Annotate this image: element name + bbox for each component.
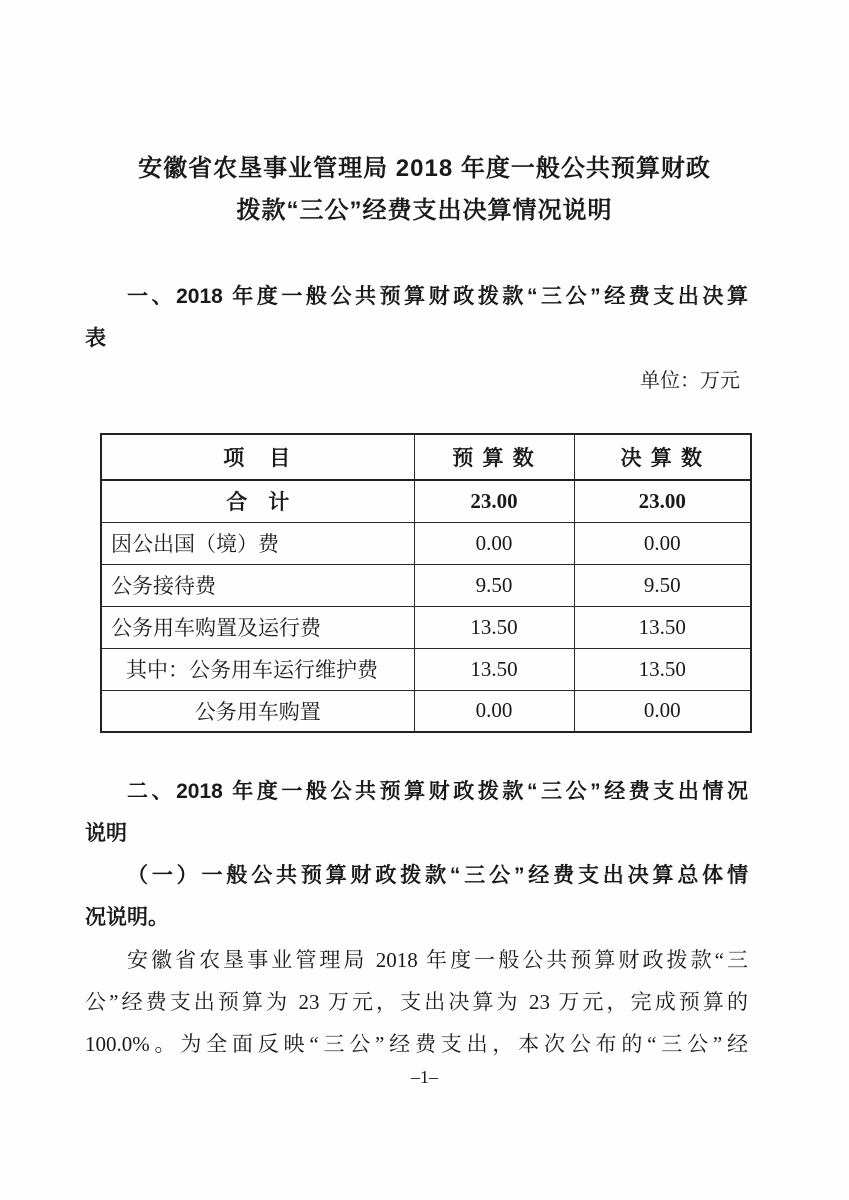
section1-heading-line-2: 表 (85, 327, 106, 350)
paragraph-line-3: 100.0%。为全面反映“三公”经费支出，本次公布的“三公”经 (85, 1032, 748, 1056)
row-label: 因公出国（境）费 (101, 522, 414, 564)
table-header-budget: 预 算 数 (414, 434, 574, 480)
document-title-line-2: 拨款“三公”经费支出决算情况说明 (236, 197, 613, 224)
row-label: 其中：公务用车运行维护费 (101, 648, 414, 690)
final-value: 23.00 (574, 480, 751, 522)
table-header-row (101, 434, 751, 480)
row-label: 合 计 (101, 480, 414, 522)
final-value: 0.00 (574, 522, 751, 564)
subsection1-heading-line-2: 况说明。 (85, 906, 169, 929)
page-number: –1– (411, 1067, 438, 1087)
table-row-vehicle-purchase (101, 690, 751, 732)
section2-heading-line-1: 二、2018 年度一般公共预算财政拨款“三公”经费支出情况 (127, 780, 748, 803)
paragraph-line-2: 公”经费支出预算为 23 万元，支出决算为 23 万元，完成预算的 (85, 990, 748, 1014)
document-title-line-1: 安徽省农垦事业管理局 2018 年度一般公共预算财政 (138, 155, 711, 182)
table-header-item: 项 目 (101, 434, 414, 480)
paragraph-line-1: 安徽省农垦事业管理局 2018 年度一般公共预算财政拨款“三 (127, 948, 748, 972)
document-body (85, 276, 748, 1065)
subsection1-heading-line-1: （一）一般公共预算财政拨款“三公”经费支出决算总体情 (127, 864, 748, 887)
table-header-final: 决 算 数 (574, 434, 751, 480)
table-row-total (101, 480, 751, 522)
table-row-reception (101, 564, 751, 606)
unit-label: 单位：万元 (640, 370, 740, 392)
budget-value: 0.00 (414, 522, 574, 564)
budget-value: 0.00 (414, 690, 574, 732)
budget-value: 13.50 (414, 606, 574, 648)
budget-value: 23.00 (414, 480, 574, 522)
final-value: 0.00 (574, 690, 751, 732)
budget-table (100, 433, 752, 733)
row-label: 公务接待费 (101, 564, 414, 606)
final-value: 13.50 (574, 606, 751, 648)
section2-heading-line-2: 说明 (85, 822, 127, 845)
row-label: 公务用车购置及运行费 (101, 606, 414, 648)
table-row-vehicle-maintenance (101, 648, 751, 690)
budget-value: 9.50 (414, 564, 574, 606)
table-row-vehicle-total (101, 606, 751, 648)
final-value: 9.50 (574, 564, 751, 606)
document-title (0, 148, 849, 232)
section1-heading-line-1: 一、2018 年度一般公共预算财政拨款“三公”经费支出决算 (127, 285, 748, 308)
row-label: 公务用车购置 (101, 690, 414, 732)
final-value: 13.50 (574, 648, 751, 690)
table-row-abroad (101, 522, 751, 564)
budget-value: 13.50 (414, 648, 574, 690)
